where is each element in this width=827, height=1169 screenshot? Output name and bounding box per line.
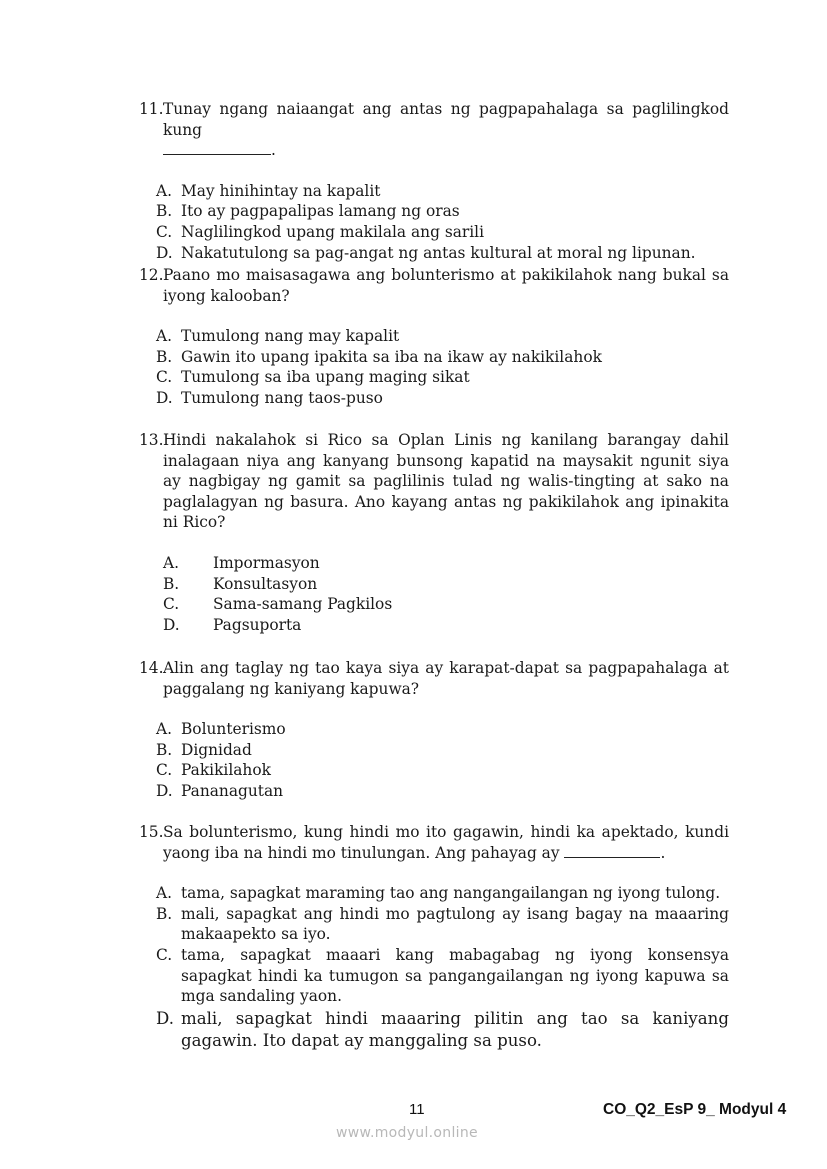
question-stem [139, 430, 729, 533]
option-label: C. [163, 595, 180, 614]
question-stem [139, 99, 729, 161]
question-stem [139, 658, 729, 699]
options-list [139, 719, 729, 801]
option-label: A. [156, 181, 173, 200]
option-label: B. [156, 740, 173, 759]
option-label: D. [156, 1008, 174, 1028]
answer-blank [564, 845, 660, 858]
answer-blank [163, 142, 271, 155]
option-a [156, 719, 729, 740]
option-d [156, 1008, 729, 1052]
option-text: mali, sapagkat ang hindi mo pagtulong ay isang bagay na maaaring makaapekto sa iyo. [181, 904, 729, 944]
option-a [156, 181, 729, 202]
question-15 [139, 822, 729, 1052]
option-label: D. [156, 388, 173, 407]
option-b [156, 347, 729, 368]
option-a [156, 326, 729, 347]
question-13 [139, 430, 729, 635]
option-c [156, 222, 729, 243]
question-number: 14. [139, 659, 164, 677]
question-12 [139, 265, 729, 409]
question-stem [139, 822, 729, 863]
option-text: Sama-samang Pagkilos [213, 595, 393, 614]
option-b [156, 740, 729, 761]
module-code: CO_Q2_EsP 9_ Modyul 4 [603, 1101, 787, 1118]
option-label: C. [156, 222, 173, 241]
option-b [156, 574, 729, 595]
option-text: Pagsuporta [213, 615, 302, 634]
option-text: tama, sapagkat maaari kang mabagabag ng iyong konsensya sapagkat hindi ka tumugon sa pangangailangan ng iyong kapuwa sa mga sandaling yaon. [181, 945, 729, 1006]
option-text: Ito ay pagpapalipas lamang ng oras [181, 202, 460, 221]
question-text: Alin ang taglay ng tao kaya siya ay karapat-dapat sa pagpapahalaga at paggalang ng kaniyang kapuwa? [163, 659, 729, 698]
question-text: Hindi nakalahok si Rico sa Oplan Linis ng kanilang barangay dahil inalagaan niya ang kanyang bunsong kapatid na maysakit ngunit siya ay nagbigay ng gamit sa paglilinis tulad ng walis-tingting at sako na paglalagyan ng basura. Ano kayang antas ng pakikilahok ang ipinakita ni Rico? [163, 431, 729, 532]
option-text: tama, sapagkat maraming tao ang nangangailangan ng iyong tulong. [181, 884, 721, 903]
option-label: A. [163, 553, 180, 572]
option-text: Gawin ito upang ipakita sa iba na ikaw ay nakikilahok [181, 347, 602, 366]
option-a [156, 883, 729, 904]
option-label: A. [156, 884, 173, 903]
stem-suffix: . [660, 843, 666, 862]
page-number: 11 [409, 1101, 425, 1118]
option-b [156, 201, 729, 222]
question-number: 11. [139, 100, 164, 118]
question-text: Sa bolunterismo, kung hindi mo ito gagawin, hindi ka apektado, kundi yaong iba na hindi mo tinulungan. Ang pahayag ay [163, 823, 729, 862]
option-b [156, 904, 729, 945]
option-text: Pananagutan [181, 781, 284, 800]
option-label: D. [156, 243, 173, 262]
question-number: 13. [139, 431, 164, 449]
option-d [156, 388, 729, 409]
option-d [156, 781, 729, 802]
option-label: B. [156, 347, 173, 366]
question-number: 15. [139, 823, 164, 841]
option-text: Bolunterismo [181, 720, 286, 739]
options-list [139, 326, 729, 408]
question-text: Paano mo maisasagawa ang bolunterismo at pakikilahok nang bukal sa iyong kalooban? [163, 266, 729, 305]
option-c [156, 760, 729, 781]
option-label: B. [156, 202, 173, 221]
option-label: C. [156, 945, 173, 964]
watermark: www.modyul.online [336, 1125, 478, 1141]
option-text: Dignidad [181, 740, 252, 759]
option-text: Pakikilahok [181, 761, 271, 780]
option-text: Nakatutulong sa pag-angat ng antas kultural at moral ng lipunan. [181, 243, 696, 262]
options-list [139, 883, 729, 1052]
option-label: B. [156, 904, 173, 923]
option-text: Impormasyon [213, 553, 320, 572]
option-text: Tumulong nang may kapalit [181, 327, 400, 346]
option-text: Konsultasyon [213, 574, 318, 593]
option-label: A. [156, 720, 173, 739]
option-c [156, 367, 729, 388]
option-label: C. [156, 368, 173, 387]
option-label: B. [163, 574, 180, 593]
question-14 [139, 658, 729, 802]
question-stem [139, 265, 729, 306]
options-list [139, 553, 729, 635]
option-label: A. [156, 327, 173, 346]
option-text: May hinihintay na kapalit [181, 181, 381, 200]
option-d [156, 615, 729, 636]
option-c [156, 594, 729, 615]
options-list [139, 181, 729, 263]
question-11 [139, 99, 729, 263]
option-text: Tumulong sa iba upang maging sikat [181, 368, 470, 387]
option-text: mali, sapagkat hindi maaaring pilitin ang tao sa kaniyang gagawin. Ito dapat ay manggaling sa puso. [181, 1008, 729, 1050]
option-text: Naglilingkod upang makilala ang sarili [181, 222, 485, 241]
question-number: 12. [139, 266, 164, 284]
option-text: Tumulong nang taos-puso [181, 388, 383, 407]
option-label: C. [156, 761, 173, 780]
option-d [156, 243, 729, 264]
stem-suffix: . [271, 141, 276, 160]
question-text: Tunay ngang naiaangat ang antas ng pagpapahalaga sa paglilingkod kung [163, 100, 729, 139]
option-c [156, 945, 729, 1007]
option-label: D. [163, 615, 180, 634]
option-label: D. [156, 781, 173, 800]
option-a [156, 553, 729, 574]
